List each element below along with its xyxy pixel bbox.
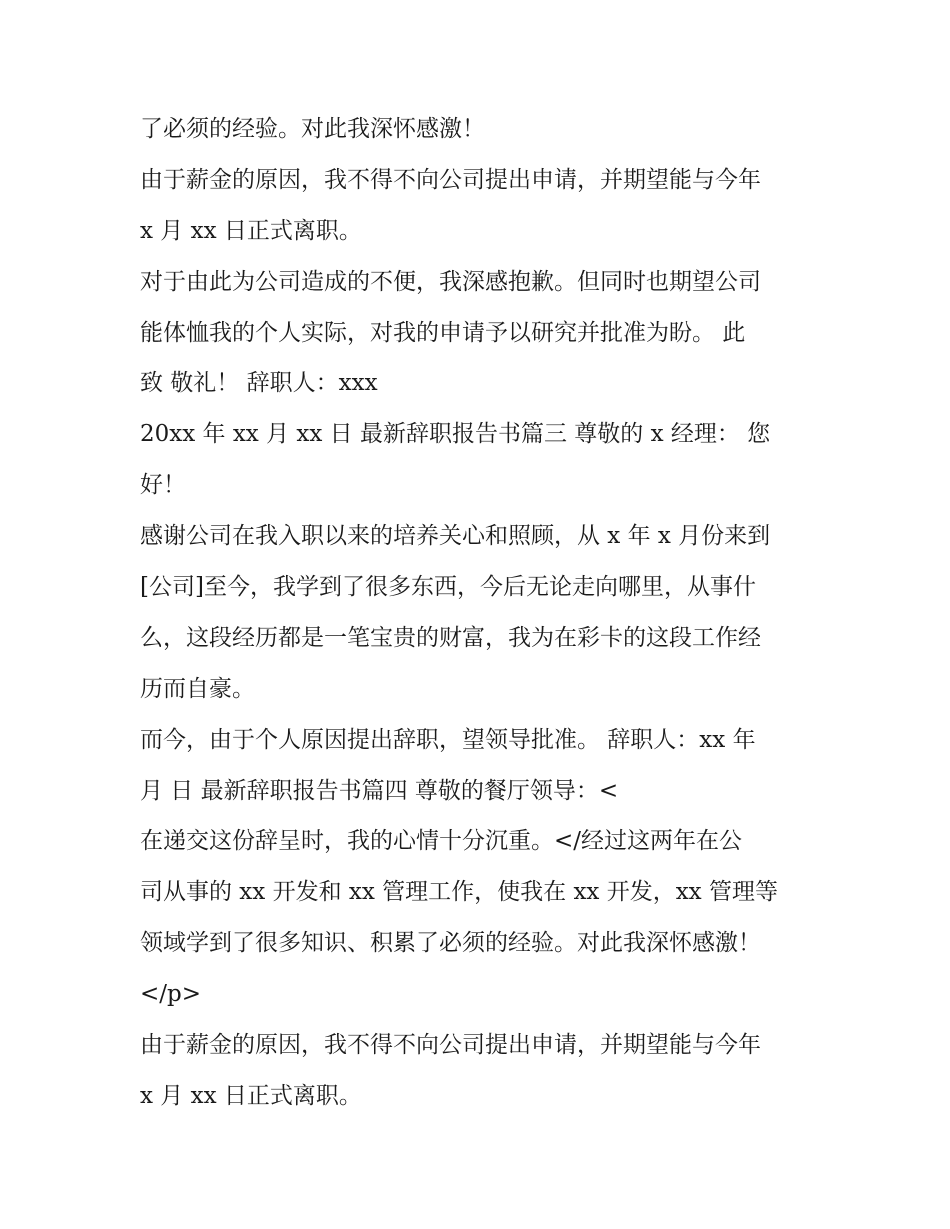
text-line: 在递交这份辞呈时，我的心情十分沉重。</经过这两年在公: [140, 828, 743, 855]
text-line: 领域学到了很多知识、积累了必须的经验。对此我深怀感激！: [140, 930, 761, 957]
text-line: 司从事的 xx 开发和 xx 管理工作，使我在 xx 开发，xx 管理等: [140, 879, 778, 906]
text-line: 感谢公司在我入职以来的培养关心和照顾，从 x 年 x 月份来到: [140, 523, 771, 550]
text-line: 月 日 最新辞职报告书篇四 尊敬的餐厅领导：<: [140, 777, 619, 804]
text-line: [公司]至今，我学到了很多东西，今后无论走向哪里，从事什: [140, 574, 756, 601]
text-line: 20xx 年 xx 月 xx 日 最新辞职报告书篇三 尊敬的 x 经理： 您: [140, 421, 771, 448]
document-body: [140, 104, 830, 1122]
text-line: </p>: [140, 981, 202, 1008]
text-line: 由于薪金的原因，我不得不向公司提出申请，并期望能与今年: [140, 1032, 761, 1059]
text-line: x 月 xx 日正式离职。: [140, 217, 362, 244]
text-line: 了必须的经验。对此我深怀感激！: [140, 116, 485, 142]
text-line: 能体恤我的个人实际，对我的申请予以研究并批准为盼。 此: [140, 319, 746, 346]
text-line: 而今，由于个人原因提出辞职，望领导批准。 辞职人：xx 年: [140, 726, 756, 753]
text-line: 由于薪金的原因，我不得不向公司提出申请，并期望能与今年: [140, 166, 761, 193]
text-line: 对于由此为公司造成的不便，我深感抱歉。但同时也期望公司: [140, 268, 761, 295]
text-line: 致 敬礼！ 辞职人：xxx: [140, 370, 378, 397]
text-line: 历而自豪。: [140, 675, 255, 702]
text-line: 好！: [140, 472, 186, 499]
text-line: 么，这段经历都是一笔宝贵的财富，我为在彩卡的这段工作经: [140, 624, 761, 651]
text-line: x 月 xx 日正式离职。: [140, 1082, 362, 1109]
